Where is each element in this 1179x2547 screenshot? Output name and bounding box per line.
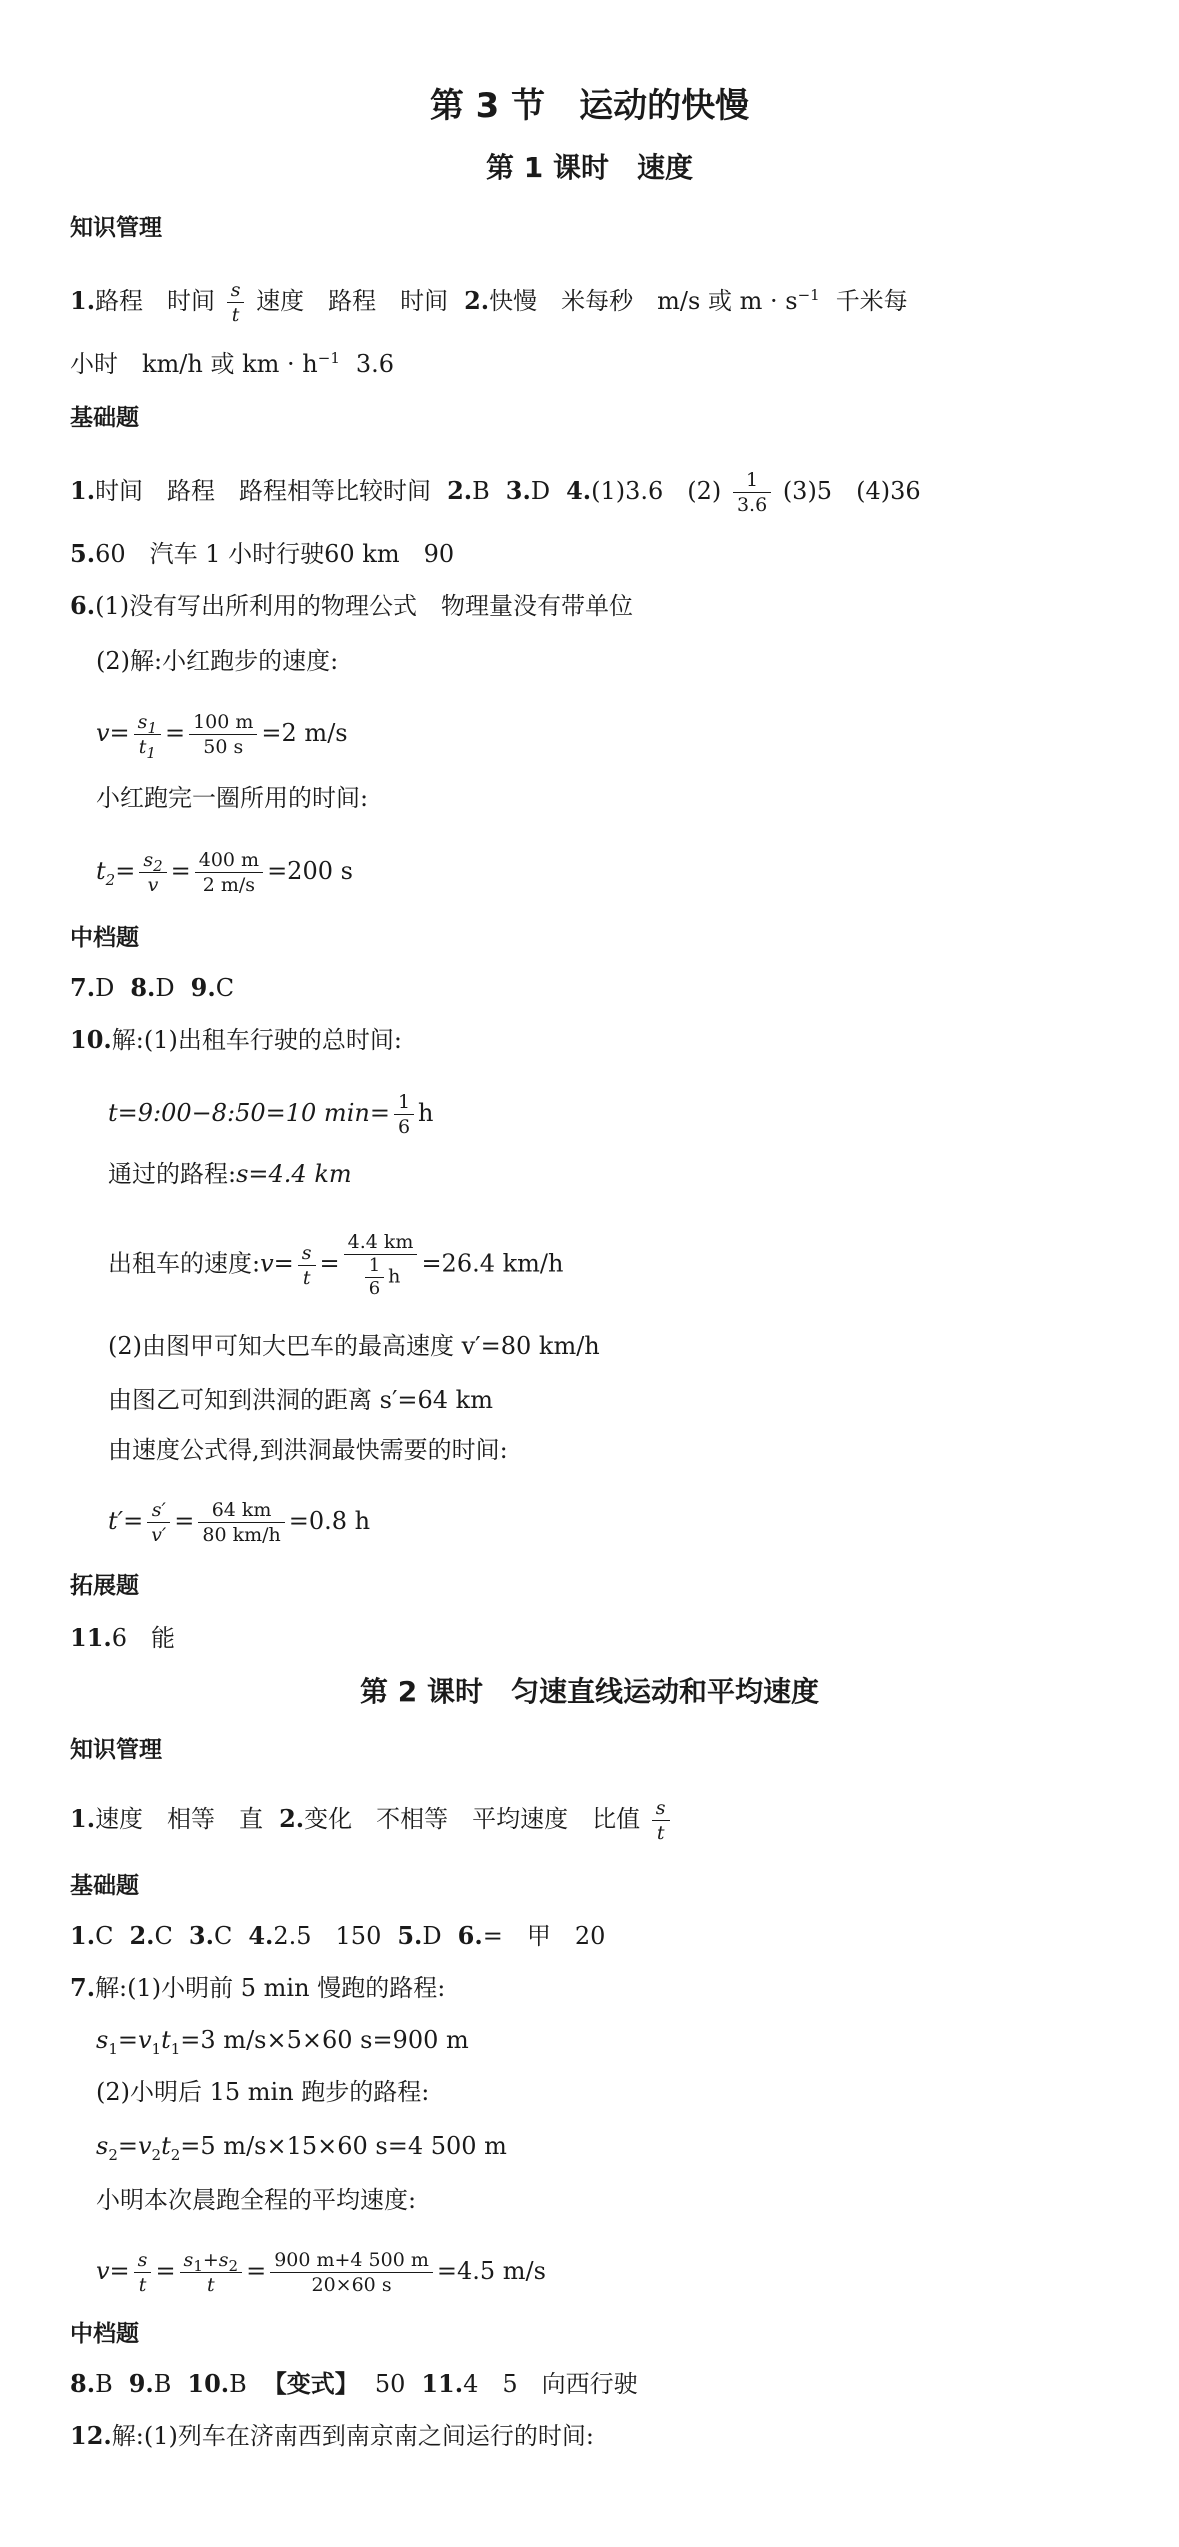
- frac-num: 1: [365, 1255, 384, 1278]
- answer-text: B: [472, 477, 490, 505]
- frac-num: 100 m: [189, 710, 257, 735]
- frac-den: 50 s: [203, 736, 244, 758]
- subscript: 2: [170, 2145, 181, 2164]
- subscript: 2: [108, 2145, 118, 2164]
- eq-part: v=: [260, 1249, 294, 1278]
- fraction: [652, 1796, 670, 1845]
- frac-den: 20×60 s: [311, 2274, 392, 2296]
- answer-text: 解:(1)列车在济南西到南京南之间运行的时间:: [111, 2422, 594, 2450]
- subscript: 2: [105, 870, 116, 889]
- q-num: 3.: [188, 1921, 214, 1950]
- q-num: 1.: [70, 286, 96, 315]
- fraction: [270, 2248, 433, 2297]
- answer-text: 千米每: [835, 287, 908, 315]
- answer-text: 60 汽车 1 小时行驶60 km 90: [95, 540, 455, 568]
- frac-num: 4.4 km: [344, 1230, 418, 1255]
- answer-text: (1)没有写出所利用的物理公式 物理量没有带单位: [95, 592, 634, 620]
- frac-num: s: [183, 2249, 194, 2271]
- eq-part: =4.5 m/s: [436, 2257, 546, 2285]
- answer-text: = 甲 20: [482, 1922, 606, 1950]
- frac-den: 3.6: [736, 494, 768, 516]
- answer-text: 解:(1)出租车行驶的总时间:: [111, 1026, 402, 1054]
- fraction: [298, 1241, 316, 1290]
- answer-text: C: [154, 1922, 173, 1950]
- q-num: 5.: [397, 1921, 423, 1950]
- answer-text: B: [229, 2370, 247, 2398]
- q-num: 7.: [70, 1973, 96, 2002]
- frac-num: 64 km: [198, 1498, 284, 1523]
- frac-den: h: [388, 1265, 401, 1288]
- frac-den: t: [302, 1266, 311, 1289]
- answer-text: (1)3.6 (2): [591, 477, 722, 505]
- answer-text: (3)5 (4)36: [782, 477, 921, 505]
- lesson2-title: 第 2 课时 匀速直线运动和平均速度: [360, 1675, 819, 1708]
- eq-part: t=9:00−8:50=10 min=: [108, 1099, 390, 1127]
- heading-mid-2: 中档题: [70, 2321, 139, 2347]
- q-num: 1.: [70, 476, 96, 505]
- frac-den: 80 km/h: [202, 1524, 281, 1546]
- q-num: 8.: [70, 2369, 96, 2398]
- equation-m10-3: t′= $\frac{s'}{v'}$ = $\frac{64 km}{80 km/h}$ =0.8 h: [108, 1499, 371, 1546]
- answer-line-b6: [70, 590, 633, 622]
- answer-line-l2-k1: [70, 1796, 674, 1845]
- frac-num: s: [227, 278, 245, 303]
- q-num: 4.: [566, 476, 592, 505]
- frac-den: t: [656, 1822, 665, 1844]
- fraction: [394, 1090, 414, 1139]
- q-num: 2.: [279, 1804, 305, 1833]
- answer-line-m7: [70, 972, 234, 1004]
- eq-part: h: [418, 1099, 434, 1127]
- eq-part: v: [137, 2026, 152, 2054]
- eq-part: s=4.4 km: [236, 1160, 352, 1188]
- answer-text: 速度 路程 时间: [256, 287, 449, 315]
- frac-num: +s: [202, 2249, 229, 2271]
- subscript: 1: [193, 2256, 203, 2275]
- answer-text: 3.6: [355, 350, 395, 378]
- answer-text: 快慢 米每秒 m/s 或 m · s: [489, 287, 798, 315]
- fraction: [134, 2248, 152, 2297]
- equation-b6-1: v= $\frac{s_1}{t_1}$ = $\frac{100 m}{50 s}$ =2 m/s: [96, 711, 348, 762]
- answer-line-b6-2: (2)解:小红跑步的速度:: [96, 647, 339, 675]
- eq-part: =: [117, 2026, 138, 2054]
- eq-part: =: [117, 2132, 138, 2160]
- subscript: 2: [228, 2256, 239, 2275]
- answer-line-e11: [70, 1622, 175, 1654]
- q-num: 1.: [70, 1804, 96, 1833]
- eq-part: v: [137, 2132, 152, 2160]
- answer-text: B: [95, 2370, 113, 2398]
- subscript: 2: [151, 2145, 162, 2164]
- subscript: 1: [146, 743, 156, 762]
- equation-m10-2: 出租车的速度:v= $\frac{s}{t}$ = 4.4 km $\frac{1}{6}$ h =26.4 km/h: [108, 1231, 564, 1299]
- heading-basic-2: 基础题: [70, 1873, 139, 1899]
- fraction: [198, 1498, 284, 1547]
- answer-line-k1: [70, 278, 908, 327]
- equation-l2-b7-3: v= $\frac{s}{t}$ = $\frac{s_1+s_2}{t}$ = $\frac{900 m+4 500 m}{20\times 60 s}$ =4.5 m/s: [96, 2249, 546, 2296]
- subscript: 1: [108, 2039, 118, 2058]
- eq-part: t: [161, 2132, 171, 2160]
- exponent: −1: [797, 286, 820, 304]
- q-num: 2.: [447, 476, 473, 505]
- q-num: 2.: [129, 1921, 155, 1950]
- fraction: [344, 1230, 418, 1300]
- variant-label: 【变式】: [262, 2370, 359, 2398]
- eq-part: s: [96, 2132, 109, 2160]
- answer-line-m10-2: [108, 1158, 352, 1190]
- lesson1-title: 第 1 课时 速度: [486, 151, 693, 184]
- answer-text: 小时 km/h 或 km · h: [70, 350, 318, 378]
- answer-line-l2-b7: [70, 1972, 445, 2004]
- answer-line-m10: [70, 1024, 402, 1056]
- q-num: 3.: [505, 476, 531, 505]
- frac-num: s: [137, 711, 148, 733]
- answer-text: 6 能: [111, 1624, 176, 1652]
- frac-num: s: [143, 849, 154, 871]
- answer-text: C: [215, 974, 235, 1002]
- frac-num: 900 m+4 500 m: [270, 2248, 433, 2273]
- answer-text: 变化 不相等 平均速度 比值: [304, 1805, 641, 1833]
- heading-ext-1: 拓展题: [70, 1573, 139, 1599]
- q-num: 8.: [130, 973, 156, 1002]
- q-num: 7.: [70, 973, 96, 1002]
- heading-basic-1: 基础题: [70, 405, 139, 431]
- answer-line-m10-6: 由速度公式得,到洪洞最快需要的时间:: [108, 1436, 508, 1464]
- answer-text: 通过的路程:: [108, 1160, 237, 1188]
- q-num: 2.: [464, 286, 490, 315]
- eq-part: =3 m/s×5×60 s=900 m: [180, 2026, 469, 2054]
- answer-text: 时间 路程 路程相等比较时间: [95, 477, 432, 505]
- fraction: [733, 468, 771, 517]
- answer-text: 50: [374, 2370, 406, 2398]
- eq-part: =5 m/s×15×60 s=4 500 m: [180, 2132, 507, 2160]
- fraction: [227, 278, 245, 327]
- answer-line-l2-b7-3: (2)小明后 15 min 跑步的路程:: [96, 2078, 430, 2106]
- fraction: [147, 1498, 170, 1547]
- q-num: 4.: [248, 1921, 274, 1950]
- subscript: 1: [147, 718, 157, 737]
- fraction: [139, 848, 166, 897]
- heading-knowledge-2: 知识管理: [70, 1737, 162, 1763]
- heading-mid-1: 中档题: [70, 925, 139, 951]
- frac-den: 6: [397, 1116, 411, 1138]
- answer-line-k2: [70, 348, 394, 380]
- q-num: 1.: [70, 1921, 96, 1950]
- answer-line-b6-3: 小红跑完一圈所用的时间:: [96, 784, 369, 812]
- fraction: [134, 710, 161, 762]
- q-num: 11.: [421, 2369, 464, 2398]
- answer-text: 速度 相等 直: [95, 1805, 264, 1833]
- eq-part: =2 m/s: [261, 719, 348, 747]
- q-num: 10.: [70, 1025, 112, 1054]
- answer-text: B: [153, 2370, 172, 2398]
- answer-line-b1: [70, 468, 921, 517]
- frac-den: t: [138, 736, 147, 758]
- q-num: 5.: [70, 539, 96, 568]
- q-num: 9.: [128, 2369, 154, 2398]
- frac-num: 1: [733, 468, 771, 493]
- answer-line-l2-b7-5: 小明本次晨跑全程的平均速度:: [96, 2186, 417, 2214]
- frac-num: s: [652, 1796, 670, 1821]
- fraction: [365, 1255, 384, 1300]
- frac-den: 6: [368, 1278, 381, 1299]
- eq-part: t′=: [108, 1507, 144, 1535]
- frac-den: v′: [151, 1524, 167, 1546]
- equation-l2-b7-2: [96, 2130, 507, 2162]
- answer-text: 路程 时间: [95, 287, 216, 315]
- eq-part: =0.8 h: [288, 1507, 371, 1535]
- frac-num: s: [298, 1241, 316, 1266]
- eq-part: t: [96, 857, 106, 885]
- q-num: 9.: [190, 973, 216, 1002]
- equation-l2-b7-1: [96, 2024, 469, 2056]
- frac-num: 400 m: [195, 848, 263, 873]
- eq-part: t: [161, 2026, 171, 2054]
- answer-line-l2-m8: [70, 2368, 638, 2400]
- q-num: 6.: [457, 1921, 483, 1950]
- answer-line-m10-4: (2)由图甲可知大巴车的最高速度 v′=80 km/h: [108, 1332, 600, 1360]
- fraction: [195, 848, 263, 897]
- answer-line-l2-b1: [70, 1920, 605, 1952]
- answer-line-b5: [70, 538, 454, 570]
- section-title: 第 3 节 运动的快慢: [429, 86, 750, 126]
- answer-text: D: [422, 1922, 442, 1950]
- frac-num: s: [134, 2248, 152, 2273]
- eq-part: =200 s: [267, 857, 353, 885]
- answer-text: 4 5 向西行驶: [463, 2370, 638, 2398]
- q-num: 10.: [187, 2369, 230, 2398]
- exponent: −1: [317, 349, 340, 367]
- frac-num: s′: [147, 1498, 170, 1523]
- frac-den: t: [206, 2274, 215, 2296]
- equation-b6-2: $t_2=$ $\frac{s_2}{v}$ = $\frac{400 m}{2 m/s}$ =200 s: [96, 849, 353, 896]
- frac-den: v: [147, 874, 159, 896]
- subscript: 1: [151, 2039, 162, 2058]
- answer-text: 2.5 150: [273, 1922, 382, 1950]
- subscript: 2: [153, 856, 163, 875]
- q-num: 11.: [70, 1623, 112, 1652]
- eq-part: v=: [96, 2257, 130, 2285]
- eq-part: v=: [96, 719, 130, 747]
- eq-part: =26.4 km/h: [421, 1249, 564, 1278]
- frac-den: t: [231, 304, 240, 326]
- answer-text: C: [213, 1922, 233, 1950]
- answer-text: D: [95, 974, 115, 1002]
- frac-den: t: [138, 2274, 147, 2296]
- frac-den: 2 m/s: [202, 874, 256, 896]
- fraction: [180, 2248, 243, 2297]
- eq-part: s: [96, 2026, 109, 2054]
- answer-text: 出租车的速度:: [108, 1249, 261, 1278]
- answer-line-m10-5: 由图乙可知到洪洞的距离 s′=64 km: [108, 1386, 493, 1414]
- fraction: [189, 710, 257, 759]
- q-num: 6.: [70, 591, 96, 620]
- heading-knowledge-1: 知识管理: [70, 215, 162, 241]
- answer-text: C: [95, 1922, 114, 1950]
- answer-text: D: [530, 477, 551, 505]
- q-num: 12.: [70, 2421, 112, 2450]
- answer-line-l2-m12: [70, 2420, 594, 2452]
- equation-m10-1: [108, 1090, 434, 1139]
- subscript: 1: [170, 2039, 181, 2058]
- answer-text: 解:(1)小明前 5 min 慢跑的路程:: [95, 1974, 446, 2002]
- frac-num: 1: [394, 1090, 414, 1115]
- answer-text: D: [155, 974, 175, 1002]
